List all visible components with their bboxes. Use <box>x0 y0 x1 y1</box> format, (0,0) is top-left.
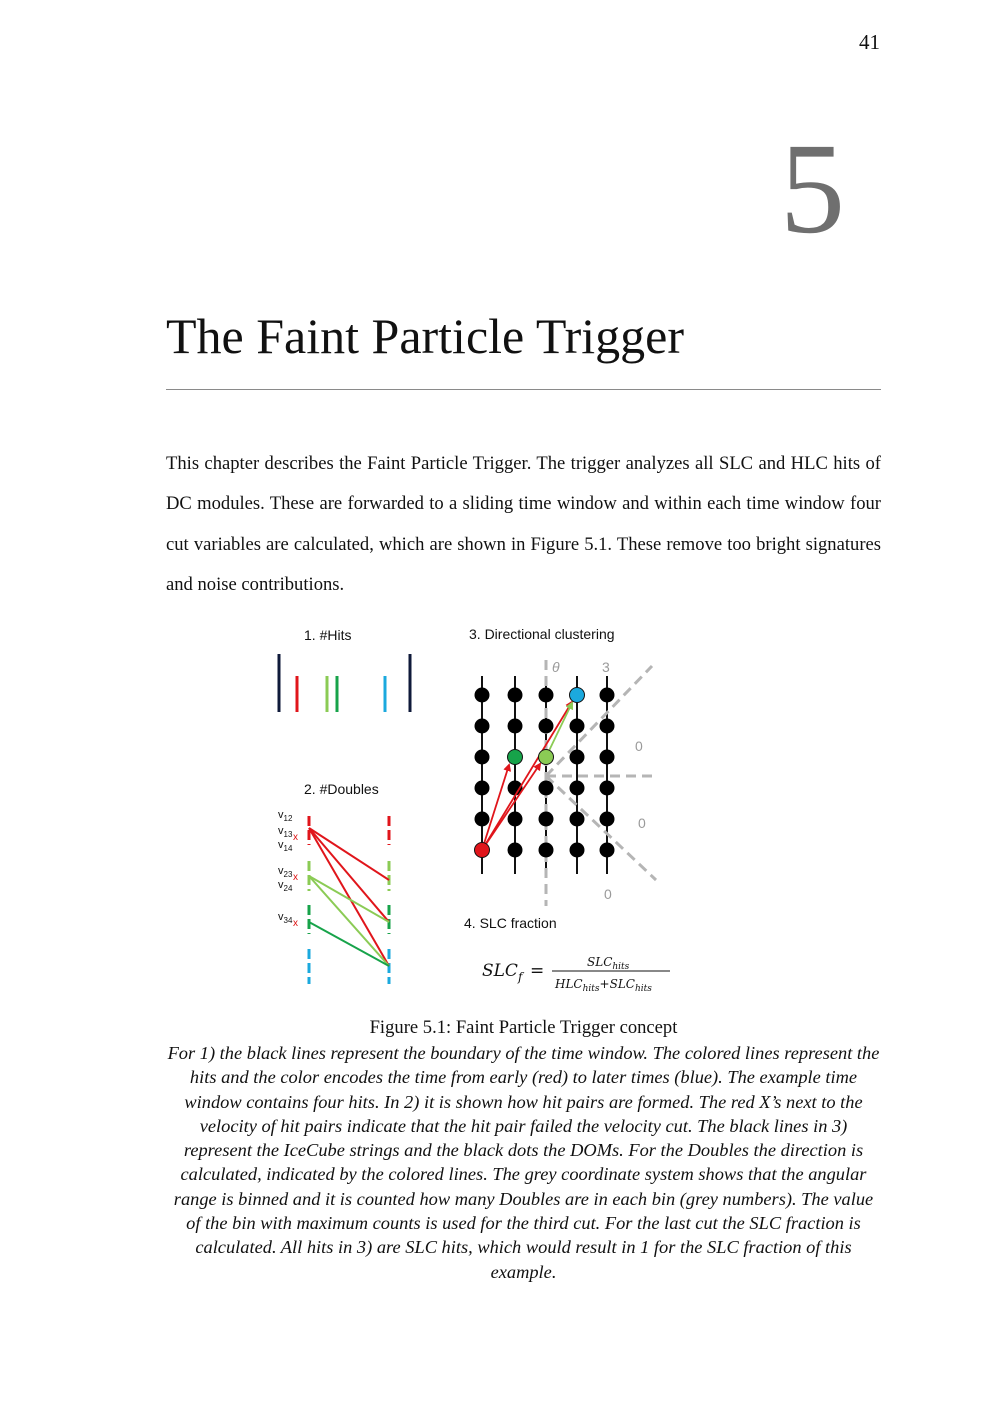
dom <box>475 688 490 703</box>
dom <box>600 781 615 796</box>
velocity-cut-fail-v34: x <box>293 918 298 929</box>
grey-bin-edge-upper <box>546 666 652 776</box>
bin-count-upper: 0 <box>635 738 643 754</box>
figure-caption-body: For 1) the black lines represent the boundary of the time window. The colored lines represent the hits and the color encodes the time from early (red) to later times (blue). The example time window contains four hits. In 2) it is shown how hit pairs are formed. The red X’s next to the velocity of hit pairs indicate that the hit pair failed the velocity cut. The black lines in 3) represent the IceCube strings and the black dots the DOMs. For the Doubles the direction is calculated, indicated by the colored lines. The grey coordinate system shows that the angular range is binned and it is counted how many Doubles are in each bin (grey numbers). The value of the bin with maximum counts is used for the third cut. For the last cut the SLC fraction is calculated. All hits in 3) are SLC hits, which would result in 1 for the SLC fraction of this example. <box>167 1043 880 1282</box>
formula-denominator: $HLC_{hits}+SLC_{hits}$ <box>555 977 652 994</box>
chapter-number: 5 <box>780 117 845 261</box>
direction-line-14 <box>482 702 572 850</box>
velocity-cut-fail-v13: x <box>293 832 298 843</box>
dom <box>475 750 490 765</box>
pair-line-14 <box>309 828 389 966</box>
dom <box>570 719 585 734</box>
dom <box>475 781 490 796</box>
velocity-label-v34: $v_{34}$ <box>278 911 293 925</box>
velocity-label-v14: $v_{14}$ <box>278 839 293 853</box>
dom <box>539 843 554 858</box>
pair-line-23 <box>309 876 389 922</box>
dom <box>508 688 523 703</box>
hit-dom-dark-green <box>508 750 523 765</box>
doubles-panel <box>278 809 389 984</box>
panel-clustering-label: 3. Directional clustering <box>469 626 615 642</box>
hit-dom-light-green <box>539 750 554 765</box>
panel-doubles-label: 2. #Doubles <box>304 781 379 797</box>
dom <box>508 719 523 734</box>
velocity-label-v24: $v_{24}$ <box>278 879 293 893</box>
dom <box>570 843 585 858</box>
dom <box>600 843 615 858</box>
title-rule <box>166 389 881 390</box>
dom <box>539 688 554 703</box>
formula-lhs: $SLC_f$ <box>482 961 523 984</box>
clustering-panel <box>475 659 659 906</box>
page-number: 41 <box>859 30 880 54</box>
chapter-title: The Faint Particle Trigger <box>166 308 684 364</box>
velocity-label-v13: $v_{13}$ <box>278 825 293 839</box>
hits-panel <box>279 654 410 712</box>
dom <box>600 688 615 703</box>
theta-label: θ <box>552 659 560 675</box>
dom <box>475 719 490 734</box>
dom <box>539 719 554 734</box>
hit-dom-red <box>475 843 490 858</box>
formula-numerator: $SLC_{hits}$ <box>587 955 630 972</box>
bin-count-top: 3 <box>602 659 610 675</box>
dom <box>570 781 585 796</box>
pair-line-13 <box>309 828 389 922</box>
figure-caption-title: Figure 5.1: Faint Particle Trigger concept <box>369 1017 678 1038</box>
hit-dom-blue <box>570 688 585 703</box>
velocity-label-v23: $v_{23}$ <box>278 865 293 879</box>
dom <box>508 843 523 858</box>
bin-count-bottom: 0 <box>604 886 612 902</box>
dom <box>539 812 554 827</box>
figure-5-1 <box>260 616 680 1006</box>
dom <box>508 812 523 827</box>
dom <box>539 781 554 796</box>
figure-illustration <box>260 616 680 1006</box>
dom <box>600 750 615 765</box>
velocity-cut-fail-v23: x <box>293 872 298 883</box>
bin-count-lower: 0 <box>638 815 646 831</box>
intro-paragraph: This chapter describes the Faint Particle Trigger. The trigger analyzes all SLC and HLC hits of DC modules. These are forwarded to a sliding time window and within each time window four cut variables are calculated, which are shown in Figure 5.1. These remove too bright signatures and noise contributions. <box>166 453 881 595</box>
velocity-label-v12: $v_{12}$ <box>278 809 293 823</box>
slc-formula <box>482 955 670 994</box>
formula-equals: = <box>530 961 545 981</box>
direction-line-13 <box>482 764 540 850</box>
dom <box>570 812 585 827</box>
dom <box>475 812 490 827</box>
pair-line-24 <box>309 876 389 966</box>
dom <box>600 719 615 734</box>
panel-hits-label: 1. #Hits <box>304 627 352 643</box>
dom <box>600 812 615 827</box>
panel-slc-label: 4. SLC fraction <box>464 915 557 931</box>
pair-line-12 <box>309 828 389 880</box>
dom <box>570 750 585 765</box>
direction-line-12 <box>482 765 509 850</box>
